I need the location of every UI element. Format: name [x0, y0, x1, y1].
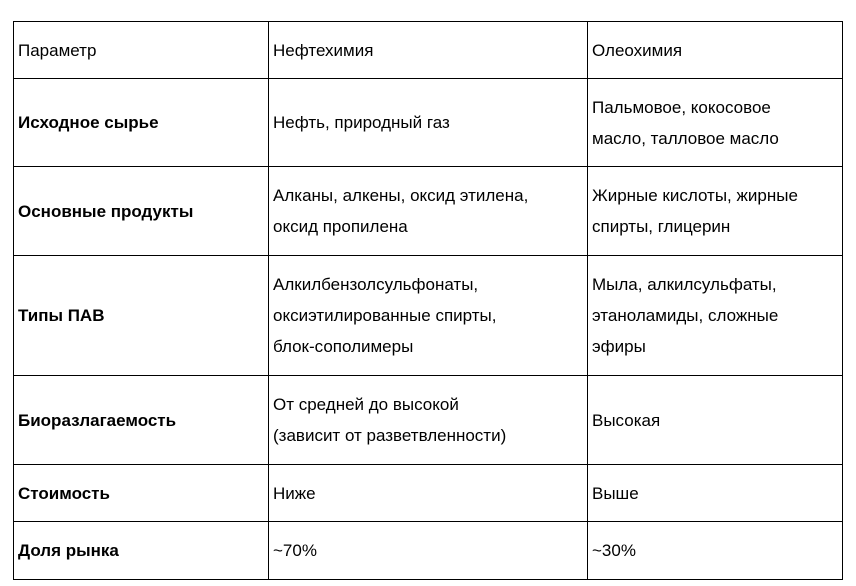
row-petro-cell: ~70%: [269, 522, 588, 580]
row-oleo-cell: Выше: [588, 465, 843, 522]
row-oleo-cell: ~30%: [588, 522, 843, 580]
table-row: [14, 376, 843, 465]
row-petro-cell: Алканы, алкены, оксид этилена, оксид пропилена: [269, 167, 588, 256]
row-petro-cell: Нефть, природный газ: [269, 79, 588, 167]
row-petro-cell: Ниже: [269, 465, 588, 522]
row-param-cell: Основные продукты: [14, 167, 269, 256]
row-petro-cell: От средней до высокой (зависит от разветвленности): [269, 376, 588, 465]
table-row: [14, 167, 843, 256]
row-param-cell: Стоимость: [14, 465, 269, 522]
table-header-row: [14, 22, 843, 79]
row-param-cell: Биоразлагаемость: [14, 376, 269, 465]
row-param-cell: Доля рынка: [14, 522, 269, 580]
row-oleo-cell: Мыла, алкилсульфаты, этаноламиды, сложные эфиры: [588, 256, 843, 376]
table-row: [14, 465, 843, 522]
row-oleo-cell: Пальмовое, кокосовое масло, талловое масло: [588, 79, 843, 167]
header-cell-petrochemistry: Нефтехимия: [269, 22, 588, 79]
comparison-table: [13, 21, 843, 580]
header-cell-param: Параметр: [14, 22, 269, 79]
table-row: [14, 522, 843, 580]
row-param-cell: Исходное сырье: [14, 79, 269, 167]
row-param-cell: Типы ПАВ: [14, 256, 269, 376]
row-oleo-cell: Высокая: [588, 376, 843, 465]
row-oleo-cell: Жирные кислоты, жирные спирты, глицерин: [588, 167, 843, 256]
row-petro-cell: Алкилбензолсульфонаты, оксиэтилированные спирты, блок-сополимеры: [269, 256, 588, 376]
header-cell-oleochemistry: Олеохимия: [588, 22, 843, 79]
table-row: [14, 79, 843, 167]
table-row: [14, 256, 843, 376]
